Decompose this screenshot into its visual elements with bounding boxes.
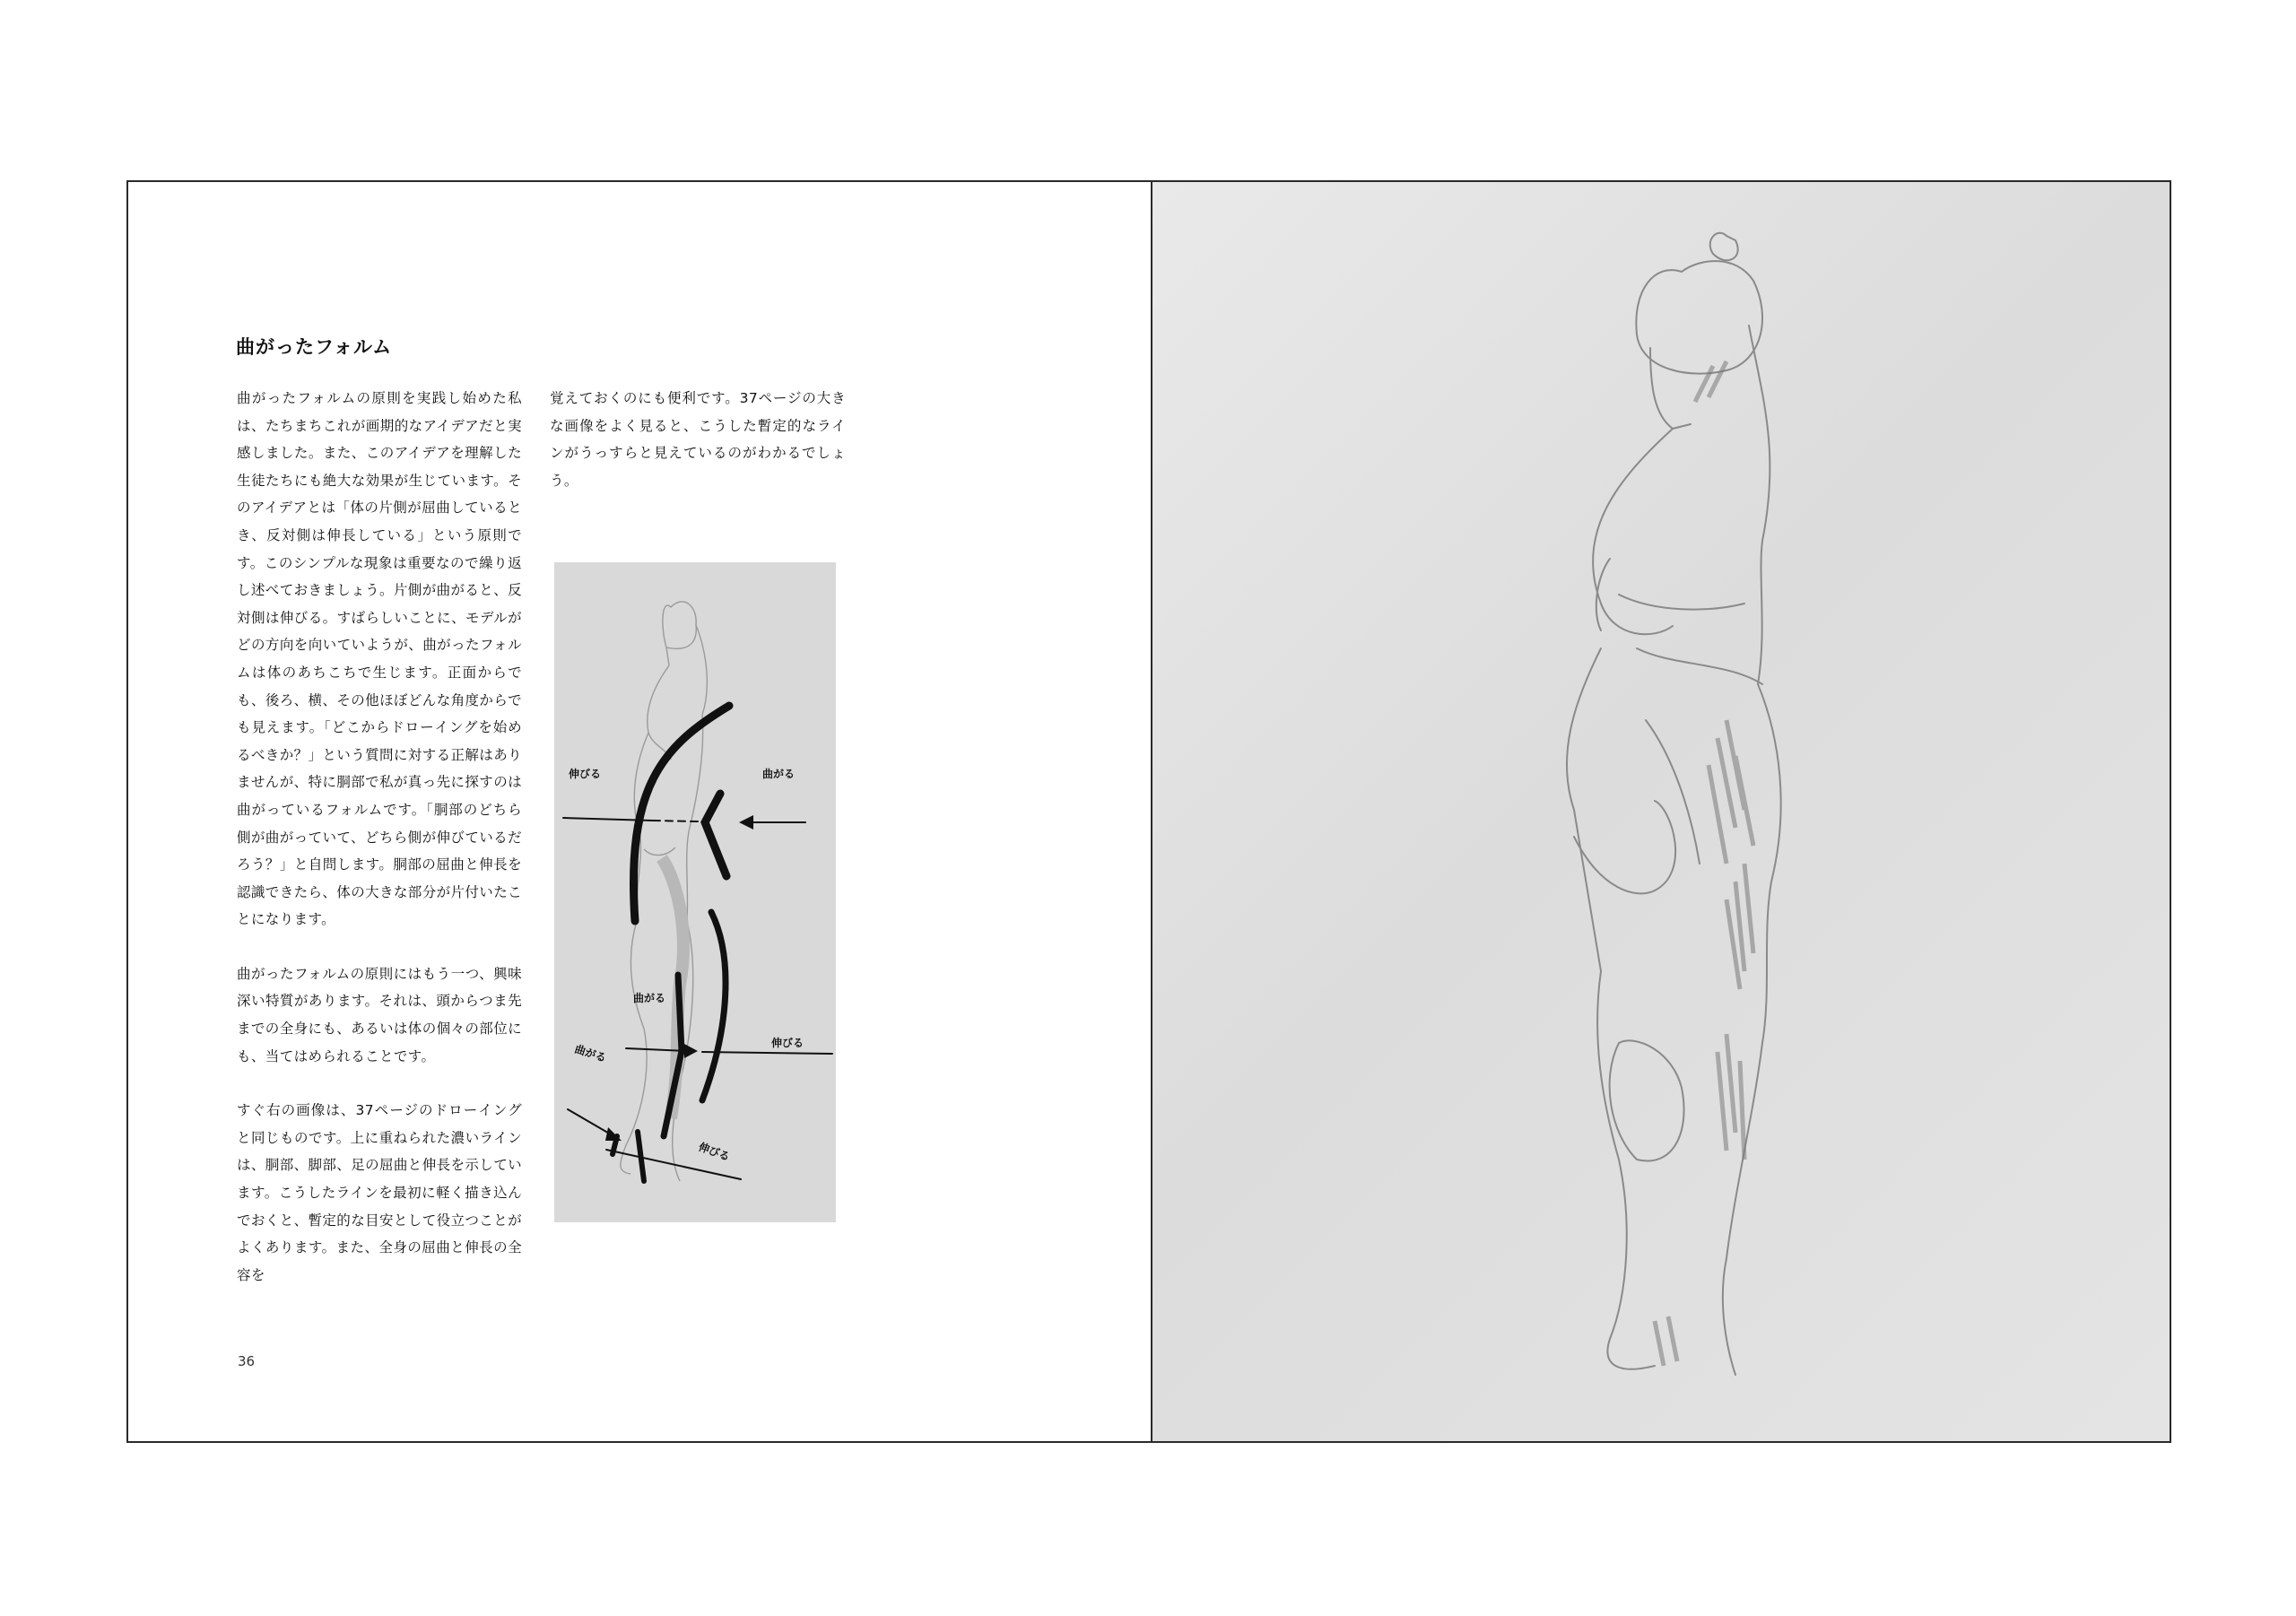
book-spread bbox=[126, 180, 2171, 1443]
shading bbox=[1655, 361, 1753, 1366]
paragraph: 覚えておくのにも便利です。37ページの大きな画像をよく見ると、こうした暫定的なラインがうっすらと見えているのがわかるでしょう。 bbox=[550, 390, 846, 489]
paragraph: すぐ右の画像は、37ページのドローイングと同じものです。上に重ねられた濃いラインは、胴部、脚部、足の屈曲と伸長を示しています。こうしたラインを最初に軽く描き込んでおくと、暫定的な目安として役立つことがよくあります。また、全身の屈曲と伸長の全容を bbox=[237, 1102, 523, 1283]
label-extend: 伸びる bbox=[569, 768, 602, 780]
page-number: 36 bbox=[238, 1353, 256, 1369]
text-column-2 bbox=[550, 385, 846, 494]
annotated-figure-drawing bbox=[554, 562, 836, 1222]
paragraph: 曲がったフォルムの原則を実践し始めた私は、たちまちこれが画期的なアイデアだと実感しました。また、このアイデアを理解した生徒たちにも絶大な効果が生じています。そのアイデアとは「体の片側が屈曲しているとき、反対側は伸長している」という原則です。このシンプルな現象は重要なので繰り返し述べておきましょう。片側が曲がると、反対側は伸びる。すばらしいことに、モデルがどの方向を向いていようが、曲がったフォルムは体のあちこちで生じます。正面からでも、後ろ、横、その他ほぼどんな角度からでも見えます。「どこからドローイングを始めるべきか？」という質問に対する正解はありませんが、特に胴部で私が真っ先に探すのは曲がっているフォルムです。「胴部のどちら側が曲がっていて、どちら側が伸びているだろう？」と自問します。胴部の屈曲と伸長を認識できたら、体の大きな部分が片付いたことになります。 bbox=[237, 390, 523, 928]
label-bend: 曲がる bbox=[633, 992, 666, 1004]
extend-line-leg bbox=[702, 912, 726, 1100]
section-title: 曲がったフォルム bbox=[236, 336, 393, 358]
sketch-illustration bbox=[1152, 182, 2170, 1441]
left-page bbox=[128, 182, 1151, 1441]
arrowhead bbox=[684, 1044, 698, 1058]
arrow-line bbox=[702, 1052, 832, 1054]
text-column-1 bbox=[237, 385, 522, 1289]
figure-sketch bbox=[1152, 182, 2170, 1441]
arrowhead bbox=[605, 1127, 622, 1141]
sketch-lines bbox=[1567, 233, 1781, 1375]
label-bend: 曲がる bbox=[573, 1042, 608, 1064]
annotated-figure bbox=[554, 562, 836, 1222]
label-extend: 伸びる bbox=[696, 1140, 732, 1164]
paragraph: 曲がったフォルムの原則にはもう一つ、興味深い特質があります。それは、頭からつま先までの全身にも、あるいは体の個々の部位にも、当てはめられることです。 bbox=[237, 965, 523, 1064]
arrowhead bbox=[739, 815, 753, 830]
bend-line-torso bbox=[705, 794, 726, 876]
label-bend: 曲がる bbox=[762, 768, 796, 780]
label-extend: 伸びる bbox=[771, 1037, 804, 1049]
